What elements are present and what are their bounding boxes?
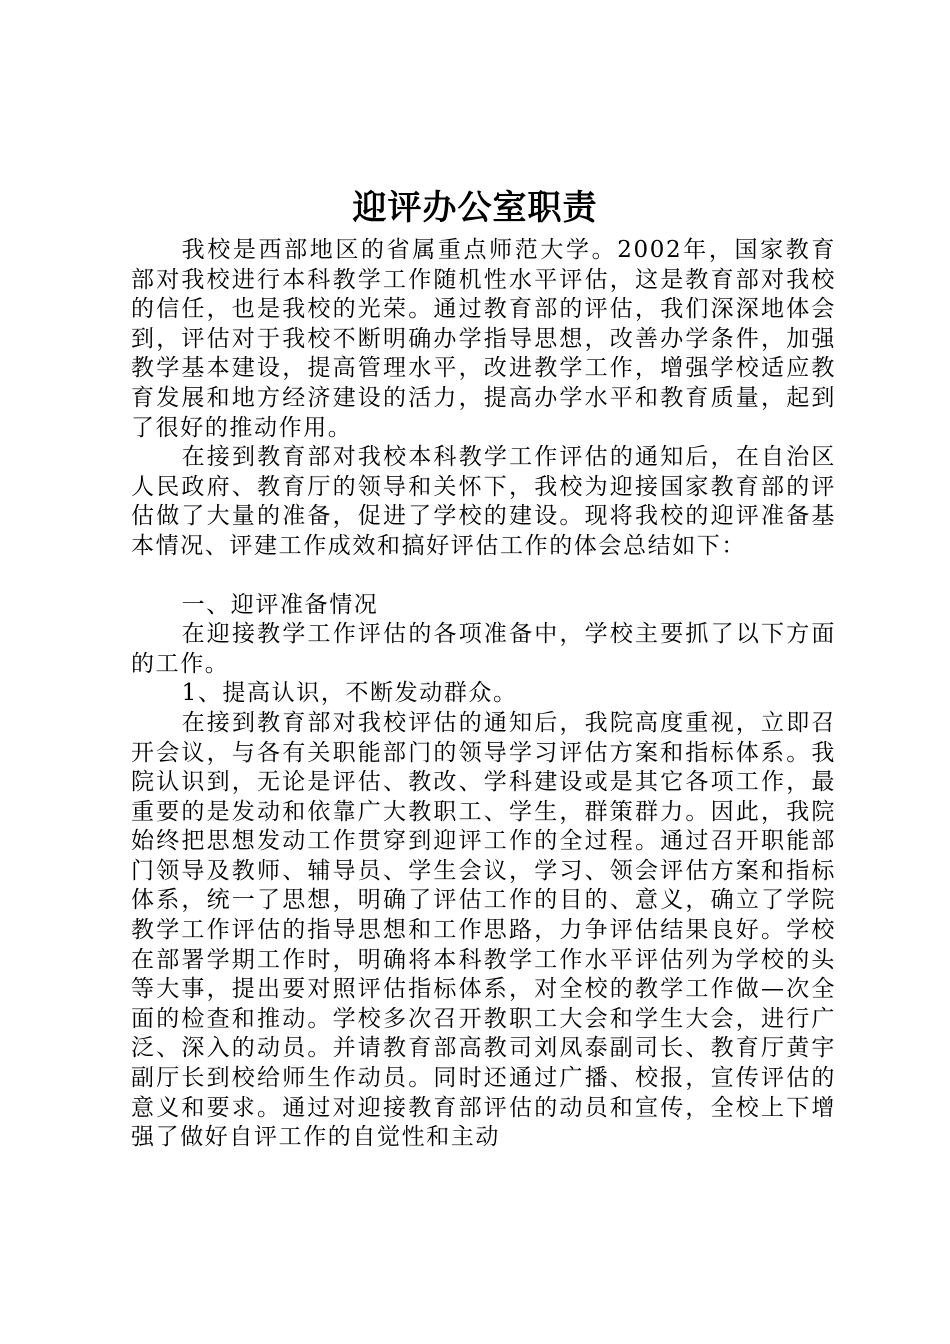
paragraph-intro: 我校是西部地区的省属重点师范大学。2002年，国家教育部对我校进行本科教学工作随机性水平评估，这是教育部对我校的信任，也是我校的光荣。通过教育部的评估，我们深深地体会到，评估对于我校不断明确办学指导思想，改善办学条件，加强教学基本建设，提高管理水平，改进教学工作，增强学校适应教育发展和地方经济建设的活力，提高办学水平和教育质量，起到了很好的推动作用。 [131, 237, 836, 441]
section-heading: 一、迎评准备情况 [181, 591, 379, 618]
document-body [131, 236, 836, 1153]
paragraph-mobilization: 在接到教育部对我校评估的通知后，我院高度重视，立即召开会议，与各有关职能部门的领导学习评估方案和指标体系。我院认识到，无论是评估、教改、学科建设或是其它各项工作，最重要的是发动和依靠广大教职工、学生，群策群力。因此，我院始终把思想发动工作贯穿到迎评工作的全过程。通过召开职能部门领导及教师、辅导员、学生会议，学习、领会评估方案和指标体系，统一了思想，明确了评估工作的目的、意义，确立了学院教学工作评估的指导思想和工作思路，力争评估结果良好。学校在部署学期工作时，明确将本科教学工作水平评估列为学校的头等大事，提出要对照评估指标体系，对全校的教学工作做—次全面的检查和推动。学校多次召开教职工大会和学生大会，进行广泛、深入的动员。并请教育部高教司刘凤泰副司长、教育厅黄宇副厅长到校给师生作动员。同时还通过广播、校报，宣传评估的意义和要求。通过对迎接教育部评估的动员和宣传，全校上下增强了做好自评工作的自觉性和主动 [131, 709, 836, 1151]
document-title: 迎评办公室职责 [352, 188, 598, 228]
paragraph-preparation: 在迎接教学工作评估的各项准备中，学校主要抓了以下方面的工作。 [131, 621, 836, 677]
subsection-heading: 1、提高认识，不断发动群众。 [181, 680, 518, 707]
paragraph-notice: 在接到教育部对我校本科教学工作评估的通知后，在自治区人民政府、教育厅的领导和关怀下，我校为迎接国家教育部的评估做了大量的准备，促进了学校的建设。现将我校的迎评准备基本情况、评建工作成效和搞好评估工作的体会总结如下： [131, 444, 836, 559]
blank-line [131, 562, 836, 591]
